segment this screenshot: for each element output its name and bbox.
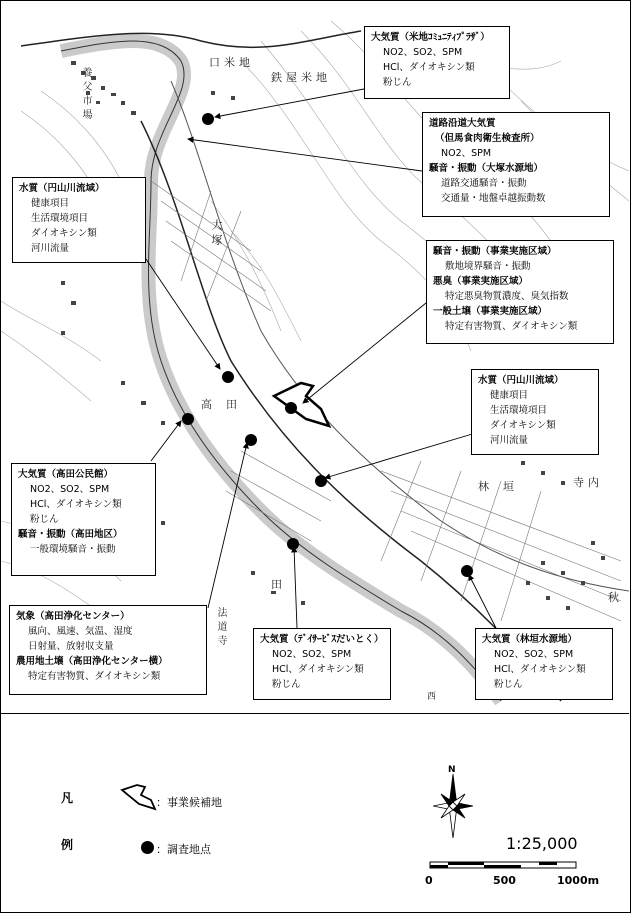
callout-title: 大気質（高田公民館） bbox=[18, 469, 114, 480]
callout-title: 農用地土壌（高田浄化センター横） bbox=[16, 656, 168, 667]
survey-point bbox=[461, 565, 473, 577]
callout-air-yonechi bbox=[364, 26, 510, 99]
callout-line: 生活環境項目 bbox=[31, 213, 89, 224]
place-terauchi: 寺内 bbox=[573, 476, 603, 489]
place-hayashigaki: 林垣 bbox=[478, 480, 528, 493]
survey-point bbox=[245, 434, 257, 446]
place-tetsuyayonechi: 鉄屋米地 bbox=[271, 71, 331, 84]
callout-title: 大気質（米地ｺﾐｭﾆﾃｨﾌﾟﾗｻﾞ） bbox=[371, 32, 490, 43]
callout-line: 粉じん bbox=[30, 514, 59, 525]
callout-line: NO2、SO2、SPM bbox=[30, 484, 110, 495]
callout-line: ダイオキシン類 bbox=[31, 228, 97, 239]
callout-line: NO2、SPM bbox=[441, 148, 492, 159]
callout-line: HCl、ダイオキシン類 bbox=[383, 62, 475, 73]
callout-line: HCl、ダイオキシン類 bbox=[272, 664, 364, 675]
scale-tick-1000: 1000m bbox=[557, 874, 600, 887]
callout-line: 健康項目 bbox=[31, 198, 70, 209]
callout-line: HCl、ダイオキシン類 bbox=[494, 664, 586, 675]
callout-title: 騒音・振動（事業実施区域） bbox=[433, 246, 557, 257]
survey-point bbox=[202, 113, 214, 125]
callout-line: 生活環境項目 bbox=[490, 405, 548, 416]
legend-panel bbox=[1, 713, 629, 912]
callout-title: 大気質（林垣水源地） bbox=[482, 634, 578, 645]
callout-noise-site bbox=[426, 240, 614, 344]
place-aki: 秋 bbox=[608, 591, 619, 604]
callout-title: 水質（円山川流域） bbox=[478, 375, 564, 386]
callout-line: HCl、ダイオキシン類 bbox=[30, 499, 122, 510]
callout-air-takada bbox=[11, 463, 156, 576]
callout-title: 騒音・振動（高田地区） bbox=[18, 529, 123, 540]
callout-line: 健康項目 bbox=[490, 390, 529, 401]
survey-point bbox=[287, 538, 299, 550]
scale-tick-0: 0 bbox=[425, 874, 433, 887]
place-nishi: 西 bbox=[427, 692, 437, 702]
scale-bar bbox=[429, 857, 579, 875]
callout-line: 特定有害物質、ダイオキシン類 bbox=[28, 671, 161, 682]
callout-line: 粉じん bbox=[494, 679, 523, 690]
legend-han: 凡 bbox=[61, 791, 74, 805]
survey-point bbox=[222, 371, 234, 383]
callout-line: 特定有害物質、ダイオキシン類 bbox=[445, 321, 578, 332]
callout-line: 河川流量 bbox=[490, 435, 529, 446]
callout-line: ダイオキシン類 bbox=[490, 420, 556, 431]
legend-point-label: ：調査地点 bbox=[156, 843, 211, 856]
survey-point bbox=[182, 413, 194, 425]
legend-site-label: ：事業候補地 bbox=[156, 796, 222, 809]
callout-line: 特定悪臭物質濃度、臭気指数 bbox=[445, 291, 569, 302]
callout-line: 敷地境界騒音・振動 bbox=[445, 261, 531, 272]
site-symbol-icon bbox=[119, 782, 159, 812]
callout-line: NO2、SO2、SPM bbox=[272, 649, 352, 660]
callout-title: 一般土壌（事業実施区域） bbox=[433, 306, 548, 317]
survey-point bbox=[285, 402, 297, 414]
callout-line: 一般環境騒音・振動 bbox=[30, 544, 116, 555]
point-symbol-icon bbox=[141, 841, 154, 854]
callout-air-hayashigaki bbox=[475, 628, 613, 700]
callout-subtitle: （但馬食肉衛生検査所） bbox=[435, 133, 540, 144]
callout-title: 大気質（ﾃﾞｲｻｰﾋﾞｽだいとく） bbox=[260, 634, 384, 645]
callout-title: 気象（高田浄化センター） bbox=[16, 611, 130, 622]
callout-line: 粉じん bbox=[383, 77, 412, 88]
north-label: N bbox=[448, 765, 456, 775]
callout-title: 悪臭（事業実施区域） bbox=[433, 276, 529, 287]
callout-subtitle: 騒音・振動（大塚水源地） bbox=[429, 163, 544, 174]
callout-title: 道路沿道大気質 bbox=[429, 118, 496, 129]
callout-line: 風向、風速、気温、湿度 bbox=[28, 626, 133, 637]
north-arrow-icon bbox=[433, 774, 473, 838]
callout-title: 水質（円山川流域） bbox=[19, 183, 105, 194]
callout-water-north bbox=[12, 177, 146, 263]
legend-rei: 例 bbox=[61, 838, 74, 852]
place-otsuka: 大塚 bbox=[210, 219, 223, 249]
project-site-polygon bbox=[274, 383, 329, 426]
callout-roadside bbox=[422, 112, 610, 217]
survey-point bbox=[315, 475, 327, 487]
callout-line: NO2、SO2、SPM bbox=[383, 47, 463, 58]
scale-tick-500: 500 bbox=[493, 874, 516, 887]
callout-line: 交通量・地盤卓越振動数 bbox=[441, 193, 546, 204]
callout-line: 河川流量 bbox=[31, 243, 70, 254]
place-yonechi: 口米地 bbox=[209, 56, 254, 69]
callout-water-south bbox=[471, 369, 599, 455]
callout-line: 粉じん bbox=[272, 679, 301, 690]
callout-air-daitoku bbox=[253, 628, 391, 700]
callout-line: 日射量、放射収支量 bbox=[28, 641, 114, 652]
place-dodoji: 法道寺 bbox=[215, 607, 226, 649]
place-yabu-market: 養父市場 bbox=[80, 67, 91, 123]
map-area bbox=[1, 1, 629, 712]
callout-line: 道路交通騒音・振動 bbox=[441, 178, 527, 189]
scale-ratio: 1:25,000 bbox=[506, 834, 578, 853]
place-ta: 田 bbox=[271, 578, 282, 591]
place-takada: 高田 bbox=[201, 398, 251, 411]
callout-line: NO2、SO2、SPM bbox=[494, 649, 574, 660]
callout-weather bbox=[9, 605, 207, 695]
